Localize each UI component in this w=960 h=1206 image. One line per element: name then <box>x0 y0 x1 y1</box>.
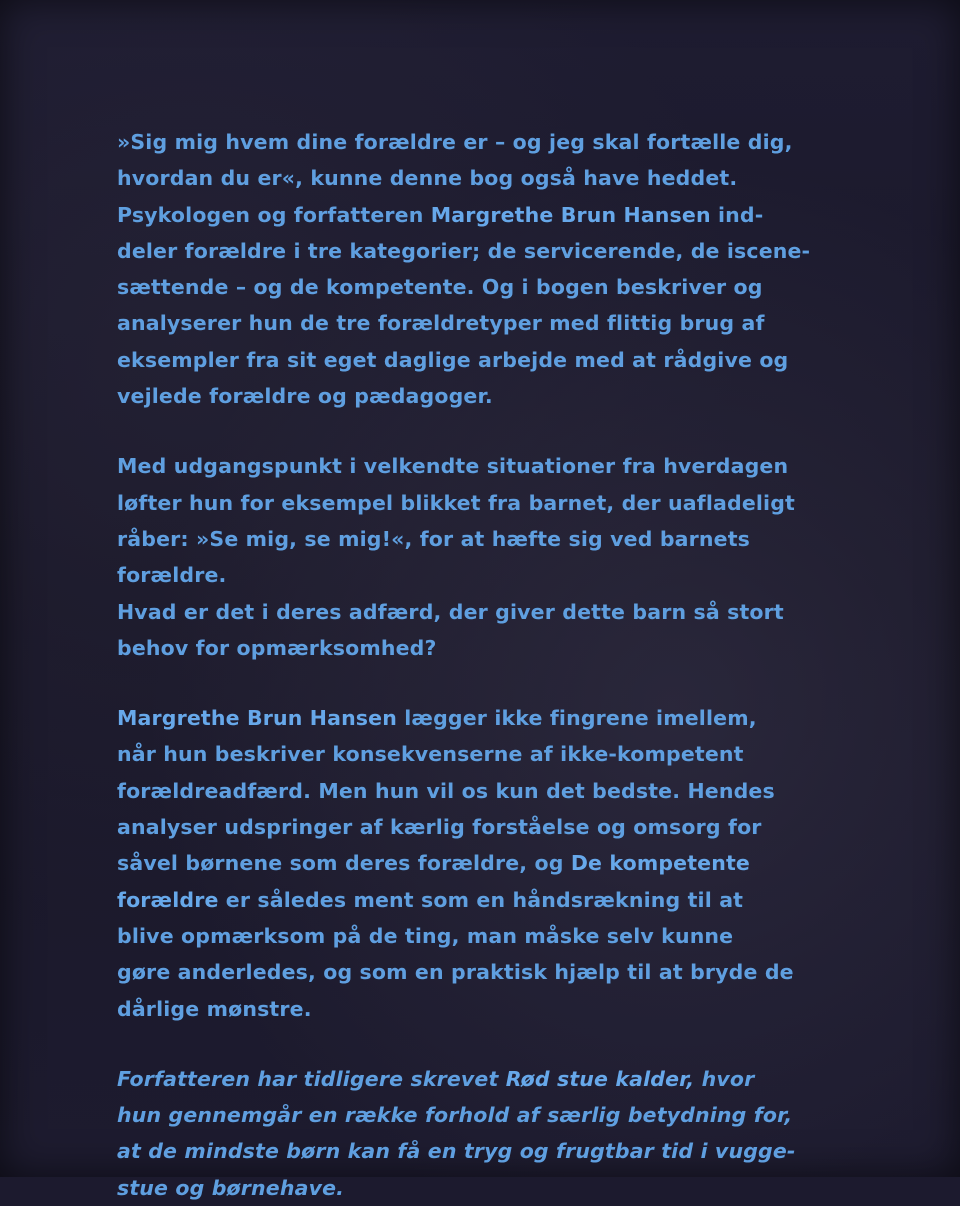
text-line: sættende – og de kompetente. Og i bogen beskriver og <box>117 275 763 300</box>
text-segment: ind- <box>710 202 764 227</box>
text-segment: såvel børnene som deres forældre, og <box>117 851 571 876</box>
text-line: forældreadfærd. Men hun vil os kun det bedste. Hendes <box>117 778 775 803</box>
text-line: Med udgangspunkt i velkendte situationer fra hverdagen <box>117 454 789 479</box>
blurb-paragraph-3 <box>117 700 847 1027</box>
book-title: De kompetente <box>570 851 750 876</box>
text-line: hun gennemgår en række forhold af særlig betydning for, <box>117 1103 793 1128</box>
text-line: Hvad er det i deres adfærd, der giver dette barn så stort <box>117 599 784 624</box>
book-title: forældre <box>117 887 219 912</box>
text-line <box>117 700 847 736</box>
text-line <box>117 882 847 918</box>
text-line <box>117 197 847 233</box>
text-segment: Forfatteren har tidligere skrevet <box>117 1066 506 1091</box>
text-segment: lægger ikke fingrene imellem, <box>396 706 757 731</box>
text-line: når hun beskriver konsekvenserne af ikke-kompetent <box>117 742 744 767</box>
text-line: gøre anderledes, og som en praktisk hjælp til at bryde de <box>117 960 794 985</box>
text-line: eksempler fra sit eget daglige arbejde med at rådgive og <box>117 347 789 372</box>
text-line: behov for opmærksomhed? <box>117 635 437 660</box>
text-line <box>117 1061 847 1097</box>
paragraph-gap <box>117 1027 847 1061</box>
text-segment: Psykologen og forfatteren <box>117 202 431 227</box>
text-line: løfter hun for eksempel blikket fra barnet, der uafladeligt <box>117 490 796 515</box>
blurb-paragraph-4 <box>117 1061 847 1206</box>
blurb-paragraph-1 <box>117 124 847 414</box>
text-line: vejlede forældre og pædagoger. <box>117 384 493 409</box>
text-line: analyserer hun de tre forældretyper med flittig brug af <box>117 311 765 336</box>
text-line: deler forældre i tre kategorier; de servicerende, de iscene- <box>117 238 811 263</box>
text-line: blive opmærksom på de ting, man måske selv kunne <box>117 923 734 948</box>
text-segment: hvor <box>694 1066 755 1091</box>
text-line: råber: »Se mig, se mig!«, for at hæfte sig ved barnets <box>117 526 751 551</box>
text-line: stue og børnehave. <box>117 1175 345 1200</box>
text-line: forældre. <box>117 563 227 588</box>
text-line <box>117 845 847 881</box>
text-segment: er således ment som en håndsrækning til at <box>218 887 744 912</box>
text-line: analyser udspringer af kærlig forståelse og omsorg for <box>117 815 762 840</box>
text-line: »Sig mig hvem dine forældre er – og jeg skal fortælle dig, <box>117 130 793 154</box>
author-name: Margrethe Brun Hansen <box>117 706 397 731</box>
author-name: Margrethe Brun Hansen <box>430 202 711 227</box>
text-line: at de mindste børn kan få en tryg og frugtbar tid i vugge- <box>117 1139 796 1164</box>
blurb-paragraph-2 <box>117 448 847 666</box>
previous-book-title: Rød stue kalder, <box>505 1066 695 1091</box>
blurb-text <box>117 124 847 1206</box>
text-line: dårlige mønstre. <box>117 996 312 1021</box>
paragraph-gap <box>117 666 847 700</box>
text-line: hvordan du er«, kunne denne bog også have heddet. <box>117 166 738 191</box>
paragraph-gap <box>117 414 847 448</box>
